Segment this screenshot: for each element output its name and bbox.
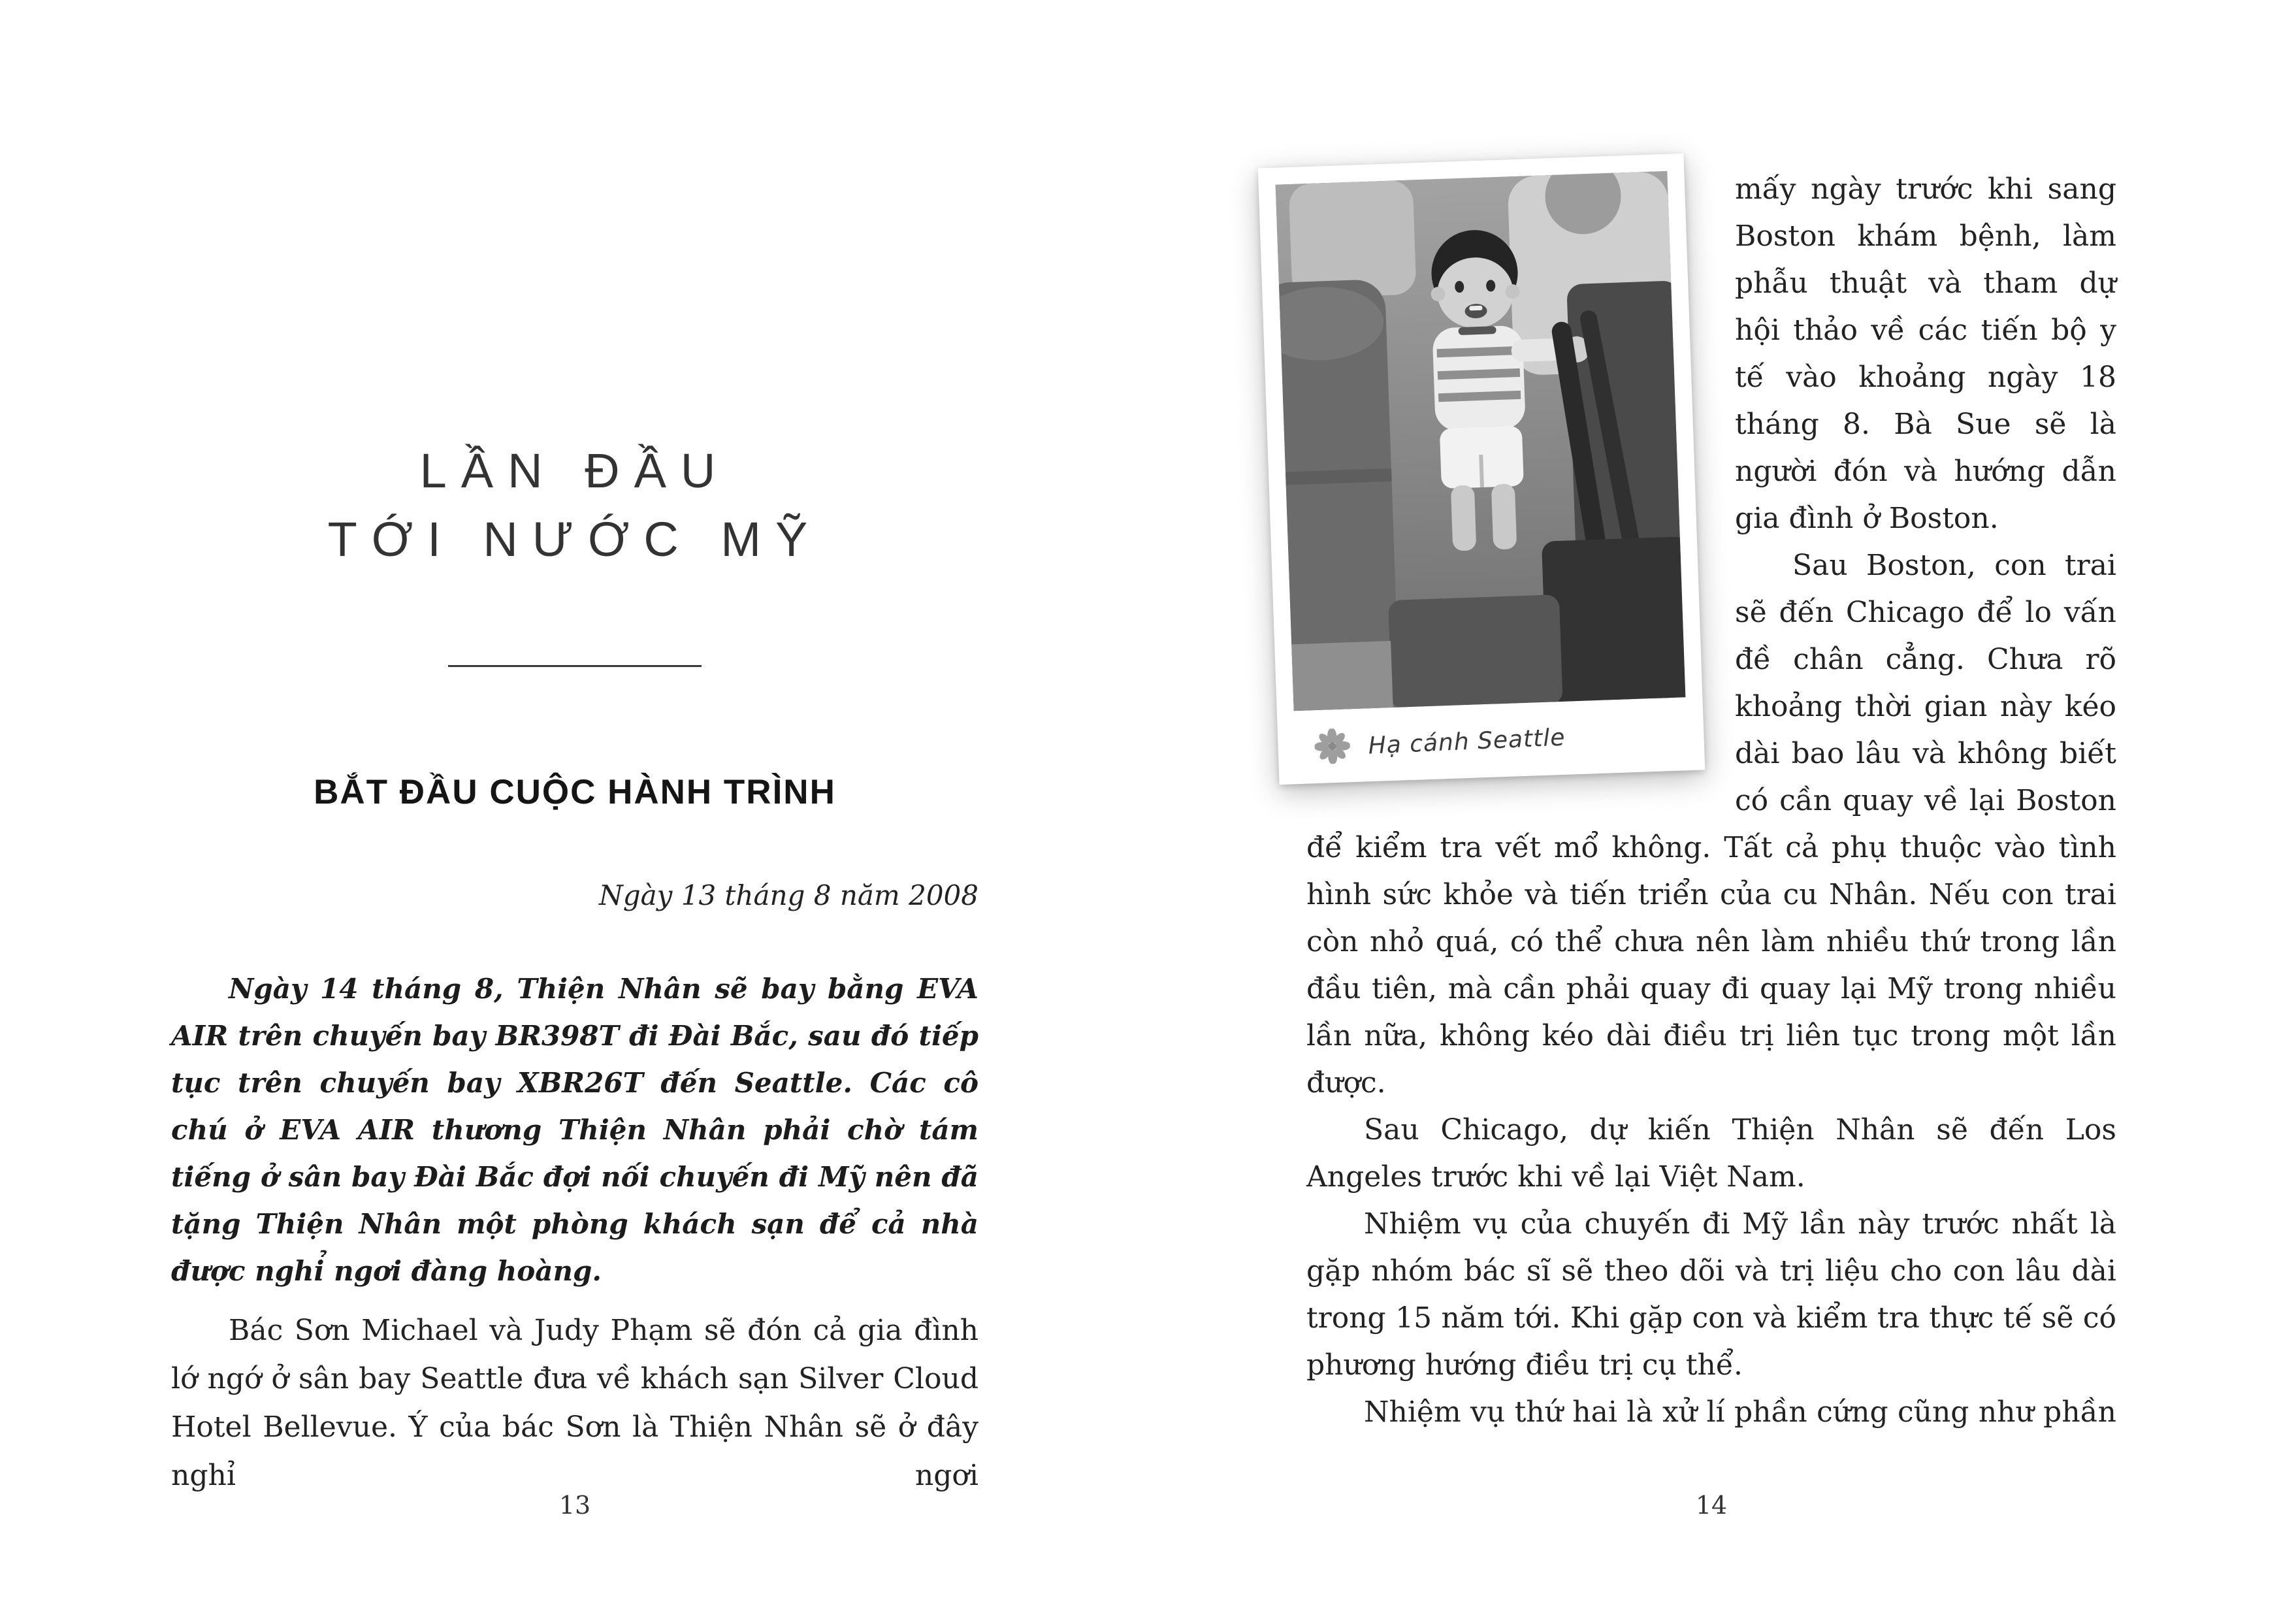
photo-toddler-airplane — [1276, 171, 1686, 711]
photo-caption-row — [1294, 697, 1689, 784]
photo-polaroid — [1258, 154, 1706, 785]
date-line: Ngày 13 tháng 8 năm 2008 — [598, 879, 978, 911]
title-divider — [448, 665, 702, 667]
flower-doodle-icon — [1314, 728, 1351, 764]
paragraph: Nhiệm vụ của chuyến đi Mỹ lần này trước nhất là gặp nhóm bác sĩ sẽ theo dõi và trị liệu cho con lâu dài trong 15 năm tới. Khi gặp con và kiểm tra thực tế sẽ có phương hướng điều trị cụ thể. — [1306, 1207, 2116, 1382]
paragraph: Bác Sơn Michael và Judy Phạm sẽ đón cả gia đình lớ ngớ ở sân bay Seattle đưa về khách sạn Silver Cloud Hotel Bellevue. Ý của bác Sơn là Thiện Nhân sẽ ở đây nghỉ ngơi — [171, 1314, 978, 1492]
left-page — [171, 0, 978, 1613]
photo-caption: Hạ cánh Seattle — [1367, 723, 1566, 760]
paragraph: Nhiệm vụ thứ hai là xử lí phần cứng cũng như phần — [1364, 1395, 2116, 1429]
right-page — [1306, 166, 2116, 1436]
photo-illustration — [1276, 171, 1686, 711]
lead-paragraph: Ngày 14 tháng 8, Thiện Nhân sẽ bay bằng EVA AIR trên chuyến bay BR398T đi Đài Bắc, sau đó tiếp tục trên chuyến bay XBR26T đến Seattle. Các cô chú ở EVA AIR thương Thiện Nhân phải chờ tám tiếng ở sân bay Đài Bắc đợi nối chuyến đi Mỹ nên đã tặng Thiện Nhân một phòng khách sạn để cả nhà được nghỉ ngơi đàng hoàng. — [171, 973, 978, 1287]
paragraph: Sau Boston, con trai sẽ đến Chicago để lo vấn đề chân cẳng. Chưa rõ khoảng thời gian này kéo dài bao lâu và không biết có cần quay về lại Boston để kiểm tra vết mổ không. Tất cả phụ thuộc vào tình hình sức khỏe và tiến triển của cu Nhân. Nếu con trai còn nhỏ quá, có thể chưa nên làm nhiều thứ trong lần đầu tiên, mà cần phải quay đi quay lại Mỹ trong nhiều lần nữa, không kéo dài điều trị liên tục trong một lần được. — [1306, 549, 2116, 1100]
section-heading: BẮT ĐẦU CUỘC HÀNH TRÌNH — [314, 773, 836, 811]
paragraph: mấy ngày trước khi sang Boston khám bệnh, làm phẫu thuật và tham dự hội thảo về các tiến bộ y tế vào khoảng ngày 18 tháng 8. Bà Sue sẽ là người đón và hướng dẫn gia đình ở Boston. — [1735, 172, 2116, 535]
page-number-right: 14 — [1695, 1491, 1728, 1520]
paragraph: Sau Chicago, dự kiến Thiện Nhân sẽ đến Los Angeles trước khi về lại Việt Nam. — [1306, 1113, 2116, 1194]
page-number-left: 13 — [558, 1491, 591, 1520]
chapter-title-line2: TỚI NƯỚC MỸ — [327, 512, 822, 567]
chapter-title — [171, 436, 978, 574]
chapter-title-line1: LẦN ĐẦU — [419, 444, 730, 498]
